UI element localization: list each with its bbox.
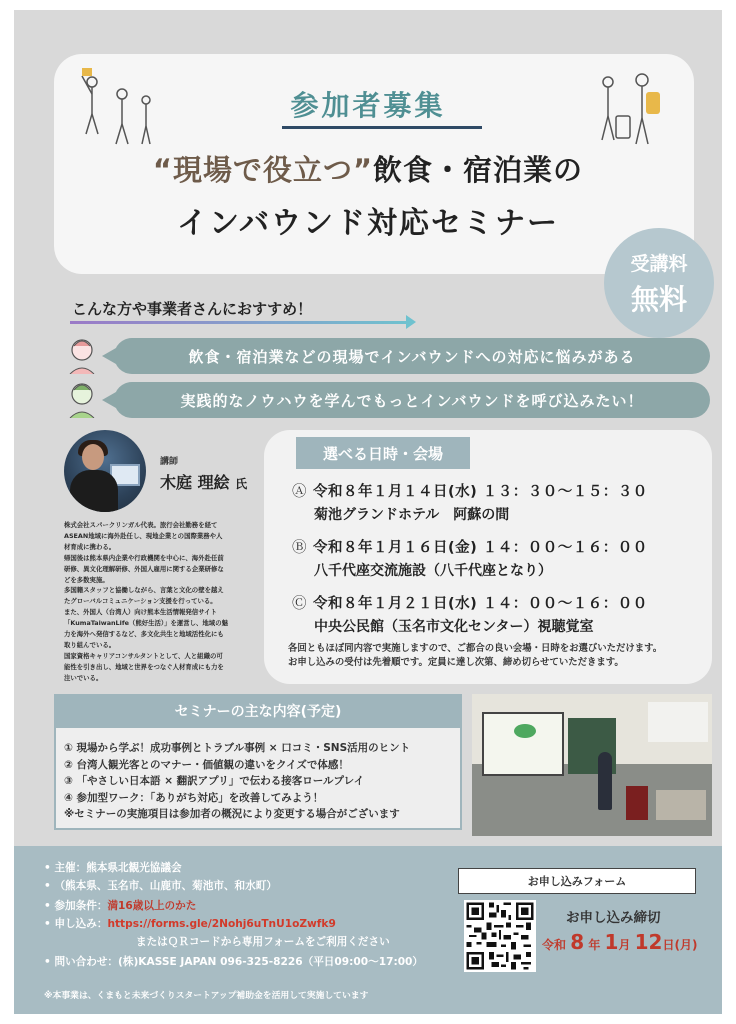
flyer-page [14, 10, 722, 1014]
motivated-person-icon [66, 380, 98, 418]
apply-label: 申し込み： [54, 918, 108, 930]
contents-heading: セミナーの主な内容(予定) [54, 694, 462, 728]
bio-line: 多国籍スタッフと協働しながら、言葉と文化の壁を越え [64, 586, 224, 595]
bio-line: 「KumaTaiwanLife（熊好生活）」を運営し、地域の魅 [64, 619, 228, 628]
slot-marker: Ⓐ [292, 484, 307, 500]
bio-line: また、外国人（台湾人）向け熊本生活情報発信サイト [64, 608, 217, 617]
bio-line: 材育成に携わる。 [64, 542, 116, 551]
contents-note: ※セミナーの実施項目は参加者の概況により変更する場合がございます [64, 808, 400, 820]
free-badge-fee: 受講料 [630, 252, 688, 275]
recruit-heading: 参加者募集 [290, 89, 446, 122]
title-line-2: インバウンド対応セミナー [177, 206, 559, 241]
instructor-bio [64, 520, 248, 684]
participation-condition: • 参加条件：満16歳以上のかた [44, 900, 197, 912]
bio-line: たグローバルコミュニケーション支援を行っている。 [64, 597, 217, 606]
contents-item: ④ 参加型ワーク：「ありがち対応」を改善してみよう！ [64, 791, 324, 804]
recruit-underline [282, 126, 482, 129]
schedule-venue-b: 八千代座交流施設（八千代座となり） [314, 563, 552, 579]
apply-alternative: またはＱＲコードから専用フォームをご利用ください [136, 936, 390, 948]
schedule-note [288, 642, 662, 670]
bio-line: 株式会社スパークリンガル代表。旅行会社勤務を経て [64, 521, 218, 529]
contents-list [64, 740, 410, 823]
deadline-month: 1 [604, 930, 619, 954]
bio-line: 力を海外へ発信するなど、多文化共生と地域活性化にも [64, 630, 224, 639]
arrow-right-icon [406, 315, 416, 329]
recommend-title: こんな方や事業者さんにおすすめ！ [72, 300, 313, 318]
application: • 申し込み：https://forms.gle/2Nohj6uTnU1oZwfk9 [44, 918, 336, 930]
deadline-year: 8 [570, 930, 585, 954]
bio-line: 能性を引き出し、地域と世界をつなぐ人材育成にも力を [64, 662, 224, 671]
bio-line: 研修、異文化理解研修、外国人雇用に関する企業研修な [64, 564, 224, 573]
deadline-day: 12 [634, 930, 663, 954]
contact: • 問い合わせ：(株)KASSE JAPAN 096-325-8226（平日09:00〜17:00） [44, 956, 424, 968]
schedule-note-line-2: お申し込みの受付は先着順です。定員に達し次第、締め切らせていただきます。 [288, 657, 624, 668]
slot-datetime: 令和８年１月１４日(水) １３：３０〜１５：３０ [313, 484, 648, 500]
title-rest: 飲食・宿泊業の [373, 153, 584, 187]
recommend-item-2: 実践的なノウハウを学んでもっとインバウンドを呼び込みたい！ [114, 382, 710, 418]
instructor-photo [64, 430, 146, 512]
schedule-venue-a: 菊池グランドホテル 阿蘇の間 [314, 507, 510, 523]
free-badge [604, 228, 714, 338]
instructor-name-text: 木庭 理絵 [160, 473, 230, 492]
title-quote: “現場で役立つ” [152, 153, 374, 187]
schedule-venue-c: 中央公民館（玉名市文化センター）視聴覚室 [314, 619, 594, 635]
deadline-year-unit: 年 [588, 938, 601, 952]
contents-item: ③ 「やさしい日本語 × 翻訳アプリ」で伝わる接客ロールプレイ [64, 775, 365, 787]
slot-datetime: 令和８年１月２１日(水) １４：００〜１６：００ [313, 596, 648, 612]
deadline-era: 令和 [542, 938, 567, 952]
organizer-cities: • （熊本県、玉名市、山鹿市、菊池市、和水町） [44, 880, 277, 892]
organizer-text: 主催：熊本県北観光協議会 [54, 862, 182, 874]
condition-value: 満16歳以上のかた [107, 900, 197, 912]
bio-line: 注いでいる。 [64, 673, 103, 682]
seminar-photo [472, 694, 712, 836]
recommend-item-1: 飲食・宿泊業などの現場でインバウンドへの対応に悩みがある [114, 338, 710, 374]
condition-label: 参加条件： [54, 900, 108, 912]
free-badge-free: 無料 [630, 282, 687, 316]
subsidy-note: ※本事業は、くまもと未来づくりスタートアップ補助金を活用して実施しています [44, 991, 369, 1001]
instructor-name [160, 470, 247, 493]
slot-marker: Ⓑ [292, 540, 307, 556]
worried-person-icon [66, 336, 98, 374]
slot-marker: Ⓒ [292, 596, 307, 612]
schedule-slot-c [292, 592, 648, 613]
contents-item: ② 台湾人観光客とのマナー・価値観の違いをクイズで体感！ [64, 758, 349, 771]
organizer: • 主催：熊本県北観光協議会 [44, 862, 182, 874]
application-form-label: お申し込みフォーム [458, 868, 696, 894]
title-line-1 [14, 148, 722, 189]
recommend-arrow-line [70, 321, 410, 324]
schedule-note-line-1: 各回ともほぼ同内容で実施しますので、ご都合の良い会場・日時をお選びいただけます。 [288, 643, 663, 654]
bio-line: 国家資格キャリアコンサルタントとして、人と組織の可 [64, 651, 223, 660]
bio-line: 取り組んでいる。 [64, 640, 116, 649]
deadline-month-unit: 月 [618, 938, 631, 952]
contents-item: ① 現場から学ぶ！成功事例とトラブル事例 × 口コミ・SNS活用のヒント [64, 742, 411, 754]
schedule-slot-b [292, 536, 648, 557]
deadline-title: お申し込み締切 [566, 910, 661, 926]
schedule-slot-a [292, 480, 648, 501]
slot-datetime: 令和８年１月１６日(金) １４：００〜１６：００ [313, 540, 648, 556]
contact-text: 問い合わせ：(株)KASSE JAPAN 096-325-8226（平日09:00〜17:00） [54, 956, 424, 968]
instructor-honorific: 氏 [235, 477, 248, 491]
qr-code-icon[interactable] [464, 900, 536, 972]
bio-line: 帰国後は熊本県内企業や行政機関を中心に、海外赴任前 [64, 553, 224, 562]
bio-line: ASEAN地域に海外赴任し、現地企業との国際業務や人 [64, 531, 223, 540]
schedule-heading: 選べる日時・会場 [296, 437, 470, 469]
deadline-date [542, 930, 697, 954]
bio-line: どを多数実施。 [64, 575, 109, 584]
deadline-day-unit: 日(月) [662, 938, 698, 952]
instructor-role: 講師 [160, 457, 179, 467]
organizer-cities-text: （熊本県、玉名市、山鹿市、菊池市、和水町） [54, 880, 277, 892]
apply-url-link[interactable]: https://forms.gle/2Nohj6uTnU1oZwfk9 [107, 918, 336, 930]
